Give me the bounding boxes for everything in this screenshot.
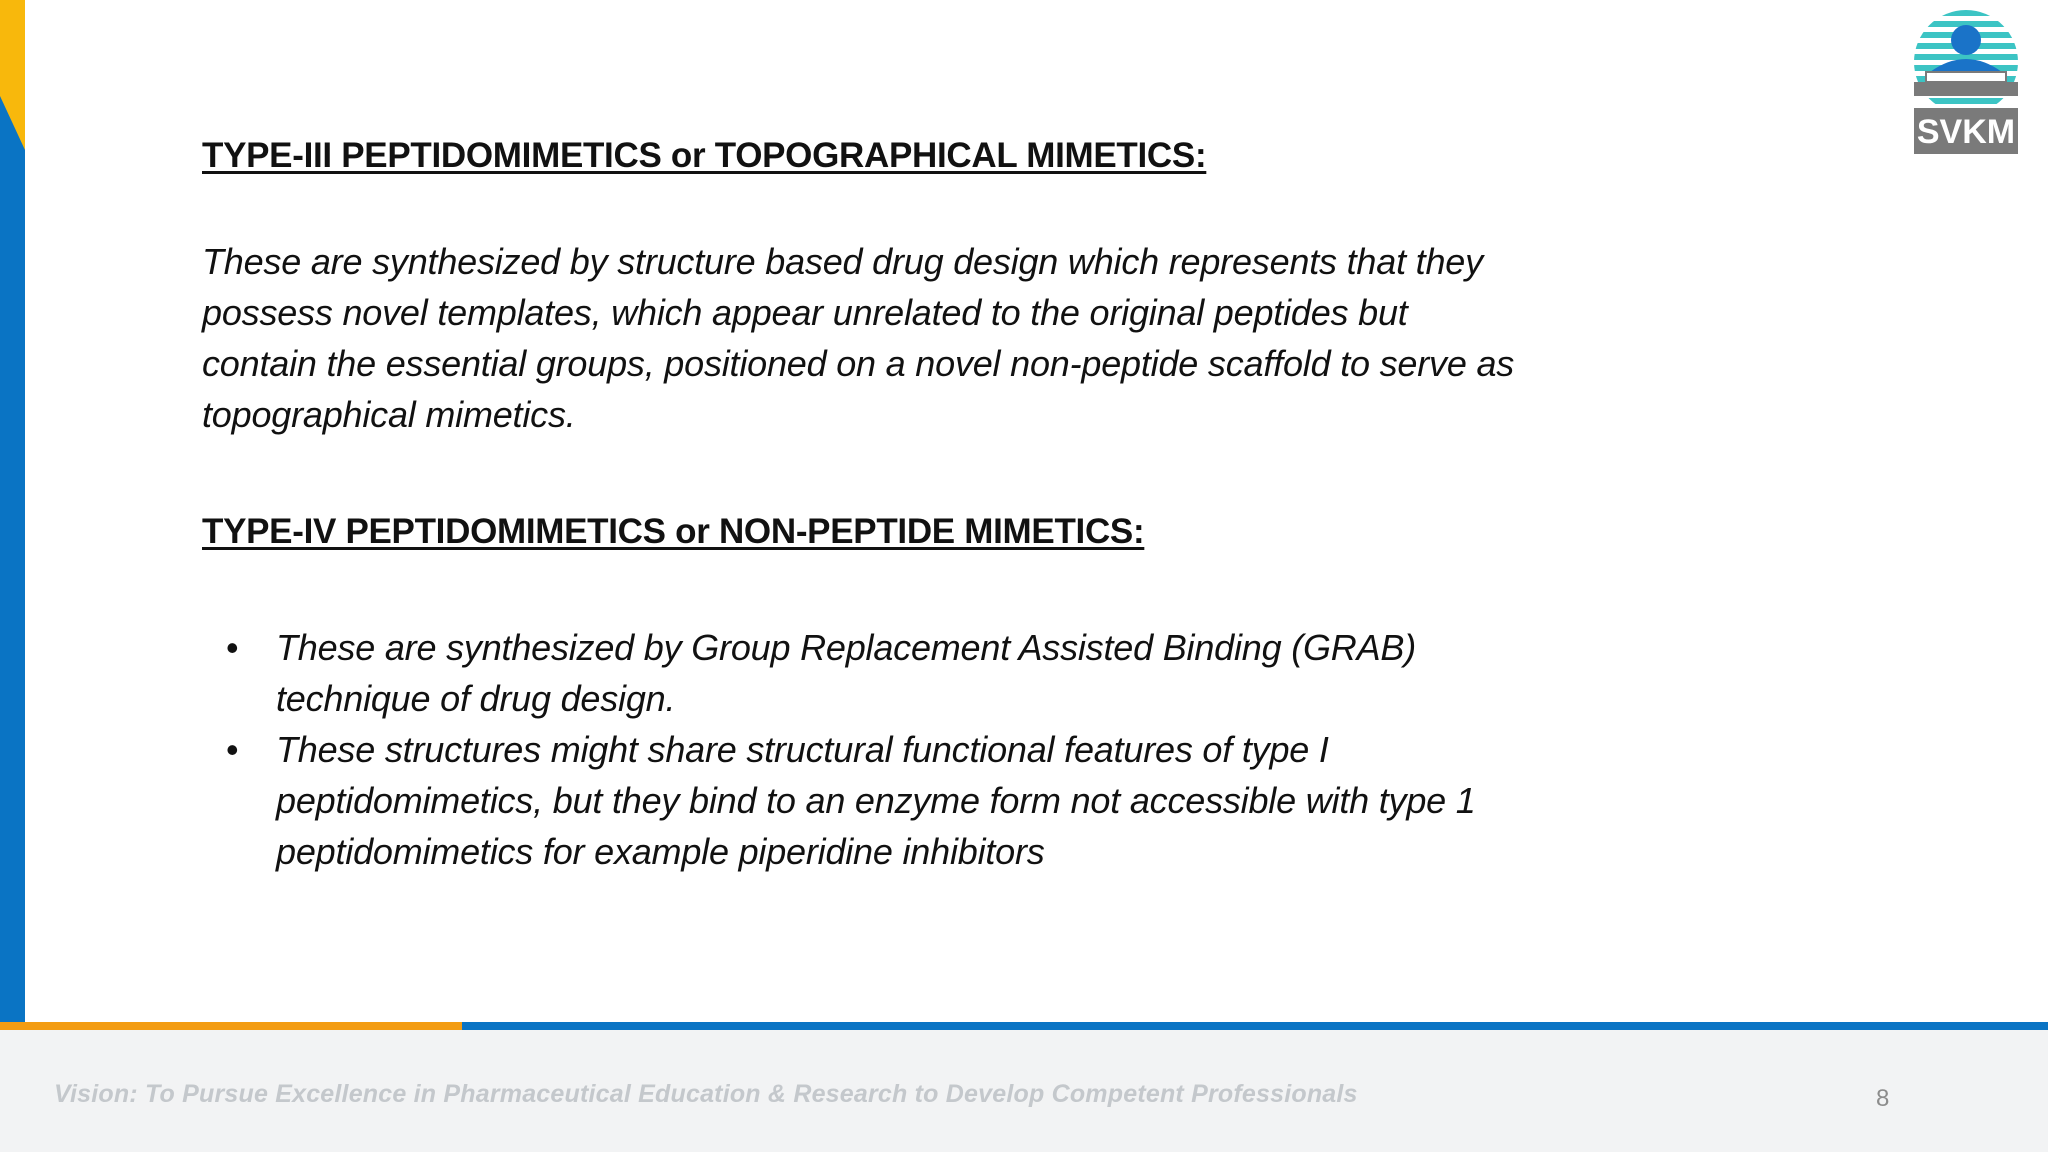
slide-content bbox=[202, 130, 1702, 877]
list-item bbox=[202, 724, 1702, 877]
text-line: topographical mimetics. bbox=[202, 394, 576, 435]
text-line: technique of drug design. bbox=[276, 678, 676, 719]
text-line: peptidomimetics, but they bind to an enzyme form not accessible with type 1 bbox=[276, 780, 1476, 821]
type-iv-bullet-list bbox=[202, 622, 1702, 877]
left-accent-bar bbox=[0, 0, 25, 1026]
section-heading-type-iv: TYPE-IV PEPTIDOMIMETICS or NON-PEPTIDE MIMETICS: bbox=[202, 512, 1145, 551]
bullet-icon: • bbox=[226, 729, 239, 770]
text-line: peptidomimetics for example piperidine inhibitors bbox=[276, 831, 1045, 872]
text-line: These structures might share structural functional features of type I bbox=[276, 729, 1329, 770]
svkm-logo bbox=[1896, 10, 2036, 156]
logo-text: SVKM bbox=[1916, 113, 2016, 151]
text-line: possess novel templates, which appear unrelated to the original peptides but bbox=[202, 292, 1408, 333]
footer-stripe-orange bbox=[0, 1022, 462, 1030]
page-number: 8 bbox=[1876, 1085, 1890, 1112]
text-line: These are synthesized by structure based drug design which represents that they bbox=[202, 241, 1483, 282]
list-item bbox=[202, 622, 1702, 724]
vision-statement: Vision: To Pursue Excellence in Pharmaceutical Education & Research to Develop Competent Professionals bbox=[54, 1080, 1358, 1108]
text-line: contain the essential groups, positioned on a novel non-peptide scaffold to serve as bbox=[202, 343, 1515, 384]
footer-stripe-blue bbox=[462, 1022, 2048, 1030]
type-iii-description bbox=[202, 236, 1702, 440]
bullet-icon: • bbox=[226, 627, 239, 668]
section-heading-type-iii: TYPE-III PEPTIDOMIMETICS or TOPOGRAPHICAL MIMETICS: bbox=[202, 136, 1207, 175]
text-line: These are synthesized by Group Replacement Assisted Binding (GRAB) bbox=[276, 627, 1417, 668]
